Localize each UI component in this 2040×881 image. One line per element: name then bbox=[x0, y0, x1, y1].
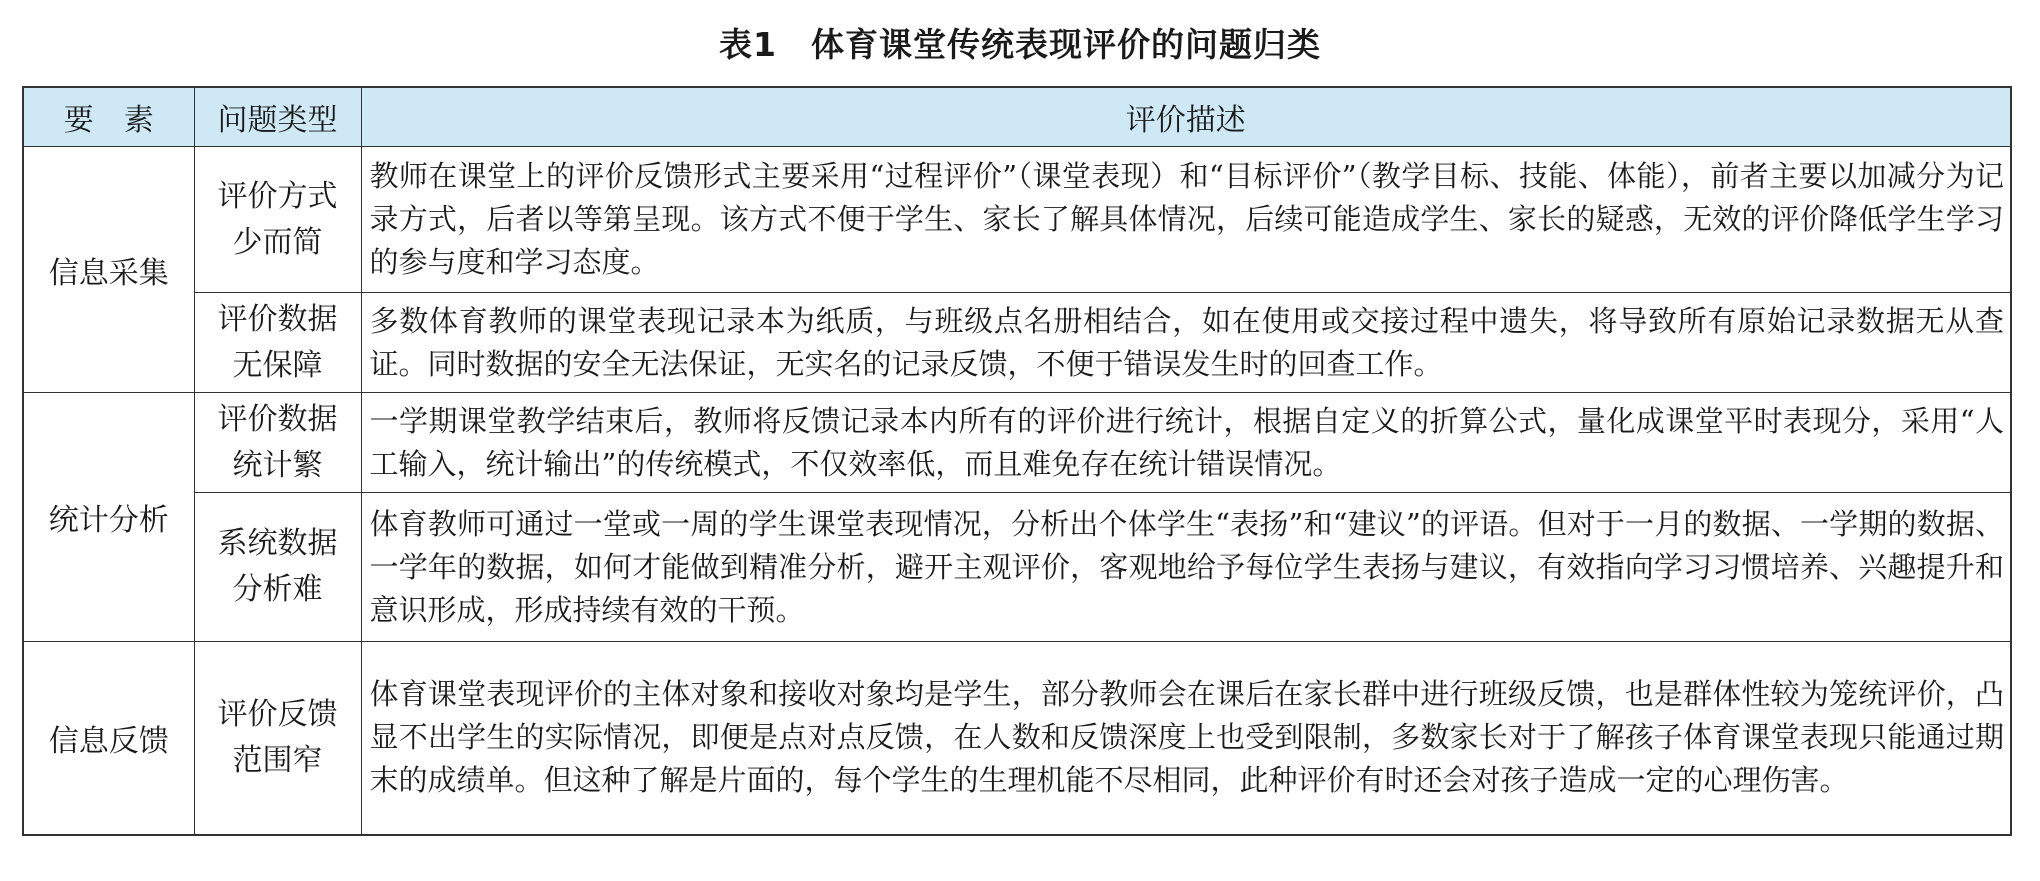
header-row bbox=[23, 87, 2011, 147]
table-row bbox=[23, 393, 2011, 493]
problem-classification-table bbox=[22, 86, 2012, 836]
problem-type-line: 评价数据 bbox=[217, 401, 338, 437]
description-cell: 多数体育教师的课堂表现记录本为纸质，与班级点名册相结合，如在使用或交接过程中遗失，将导致所有原始记录数据无从查证。同时数据的安全无法保证，无实名的记录反馈，不便于错误发生时的回查工作。 bbox=[361, 293, 2011, 393]
description-cell: 体育教师可通过一堂或一周的学生课堂表现情况，分析出个体学生“表扬”和“建议”的评语。但对于一月的数据、一学期的数据、一学年的数据，如何才能做到精准分析，避开主观评价，客观地给予每位学生表扬与建议，有效指向学习习惯培养、兴趣提升和意识形成，形成持续有效的干预。 bbox=[361, 493, 2011, 642]
table-row bbox=[23, 493, 2011, 642]
problem-type-cell bbox=[194, 642, 361, 835]
problem-type-cell bbox=[194, 147, 361, 293]
element-cell: 信息采集 bbox=[23, 147, 194, 393]
description-cell: 教师在课堂上的评价反馈形式主要采用“过程评价”（课堂表现）和“目标评价”（教学目标、技能、体能），前者主要以加减分为记录方式，后者以等第呈现。该方式不便于学生、家长了解具体情况，后续可能造成学生、家长的疑惑，无效的评价降低学生学习的参与度和学习态度。 bbox=[361, 147, 2011, 293]
problem-type-line: 评价数据 bbox=[217, 301, 338, 337]
table-row bbox=[23, 147, 2011, 293]
problem-type-line: 评价反馈 bbox=[217, 696, 338, 732]
problem-type-line: 系统数据 bbox=[217, 526, 338, 561]
problem-type-line: 分析难 bbox=[232, 572, 323, 607]
description-cell: 一学期课堂教学结束后，教师将反馈记录本内所有的评价进行统计，根据自定义的折算公式，量化成课堂平时表现分，采用“人工输入，统计输出”的传统模式，不仅效率低，而且难免存在统计错误情况。 bbox=[361, 393, 2011, 493]
header-description: 评价描述 bbox=[361, 87, 2011, 147]
header-problem-type: 问题类型 bbox=[194, 87, 361, 147]
header-element: 要 素 bbox=[23, 87, 194, 147]
element-cell: 信息反馈 bbox=[23, 642, 194, 835]
element-cell: 统计分析 bbox=[23, 393, 194, 642]
problem-type-line: 评价方式 bbox=[217, 178, 338, 214]
problem-type-line: 无保障 bbox=[232, 347, 323, 383]
table-row bbox=[23, 293, 2011, 393]
table-row bbox=[23, 642, 2011, 835]
problem-type-cell bbox=[194, 393, 361, 493]
problem-type-cell bbox=[194, 293, 361, 393]
problem-type-cell bbox=[194, 493, 361, 642]
problem-type-line: 少而简 bbox=[232, 224, 323, 260]
table-title: 表1 体育课堂传统表现评价的问题归类 bbox=[719, 25, 1321, 64]
problem-type-line: 统计繁 bbox=[232, 447, 323, 483]
description-cell: 体育课堂表现评价的主体对象和接收对象均是学生，部分教师会在课后在家长群中进行班级反馈，也是群体性较为笼统评价，凸显不出学生的实际情况，即便是点对点反馈，在人数和反馈深度上也受到限制，多数家长对于了解孩子体育课堂表现只能通过期末的成绩单。但这种了解是片面的，每个学生的生理机能不尽相同，此种评价有时还会对孩子造成一定的心理伤害。 bbox=[361, 642, 2011, 835]
problem-type-line: 范围窄 bbox=[232, 742, 323, 778]
